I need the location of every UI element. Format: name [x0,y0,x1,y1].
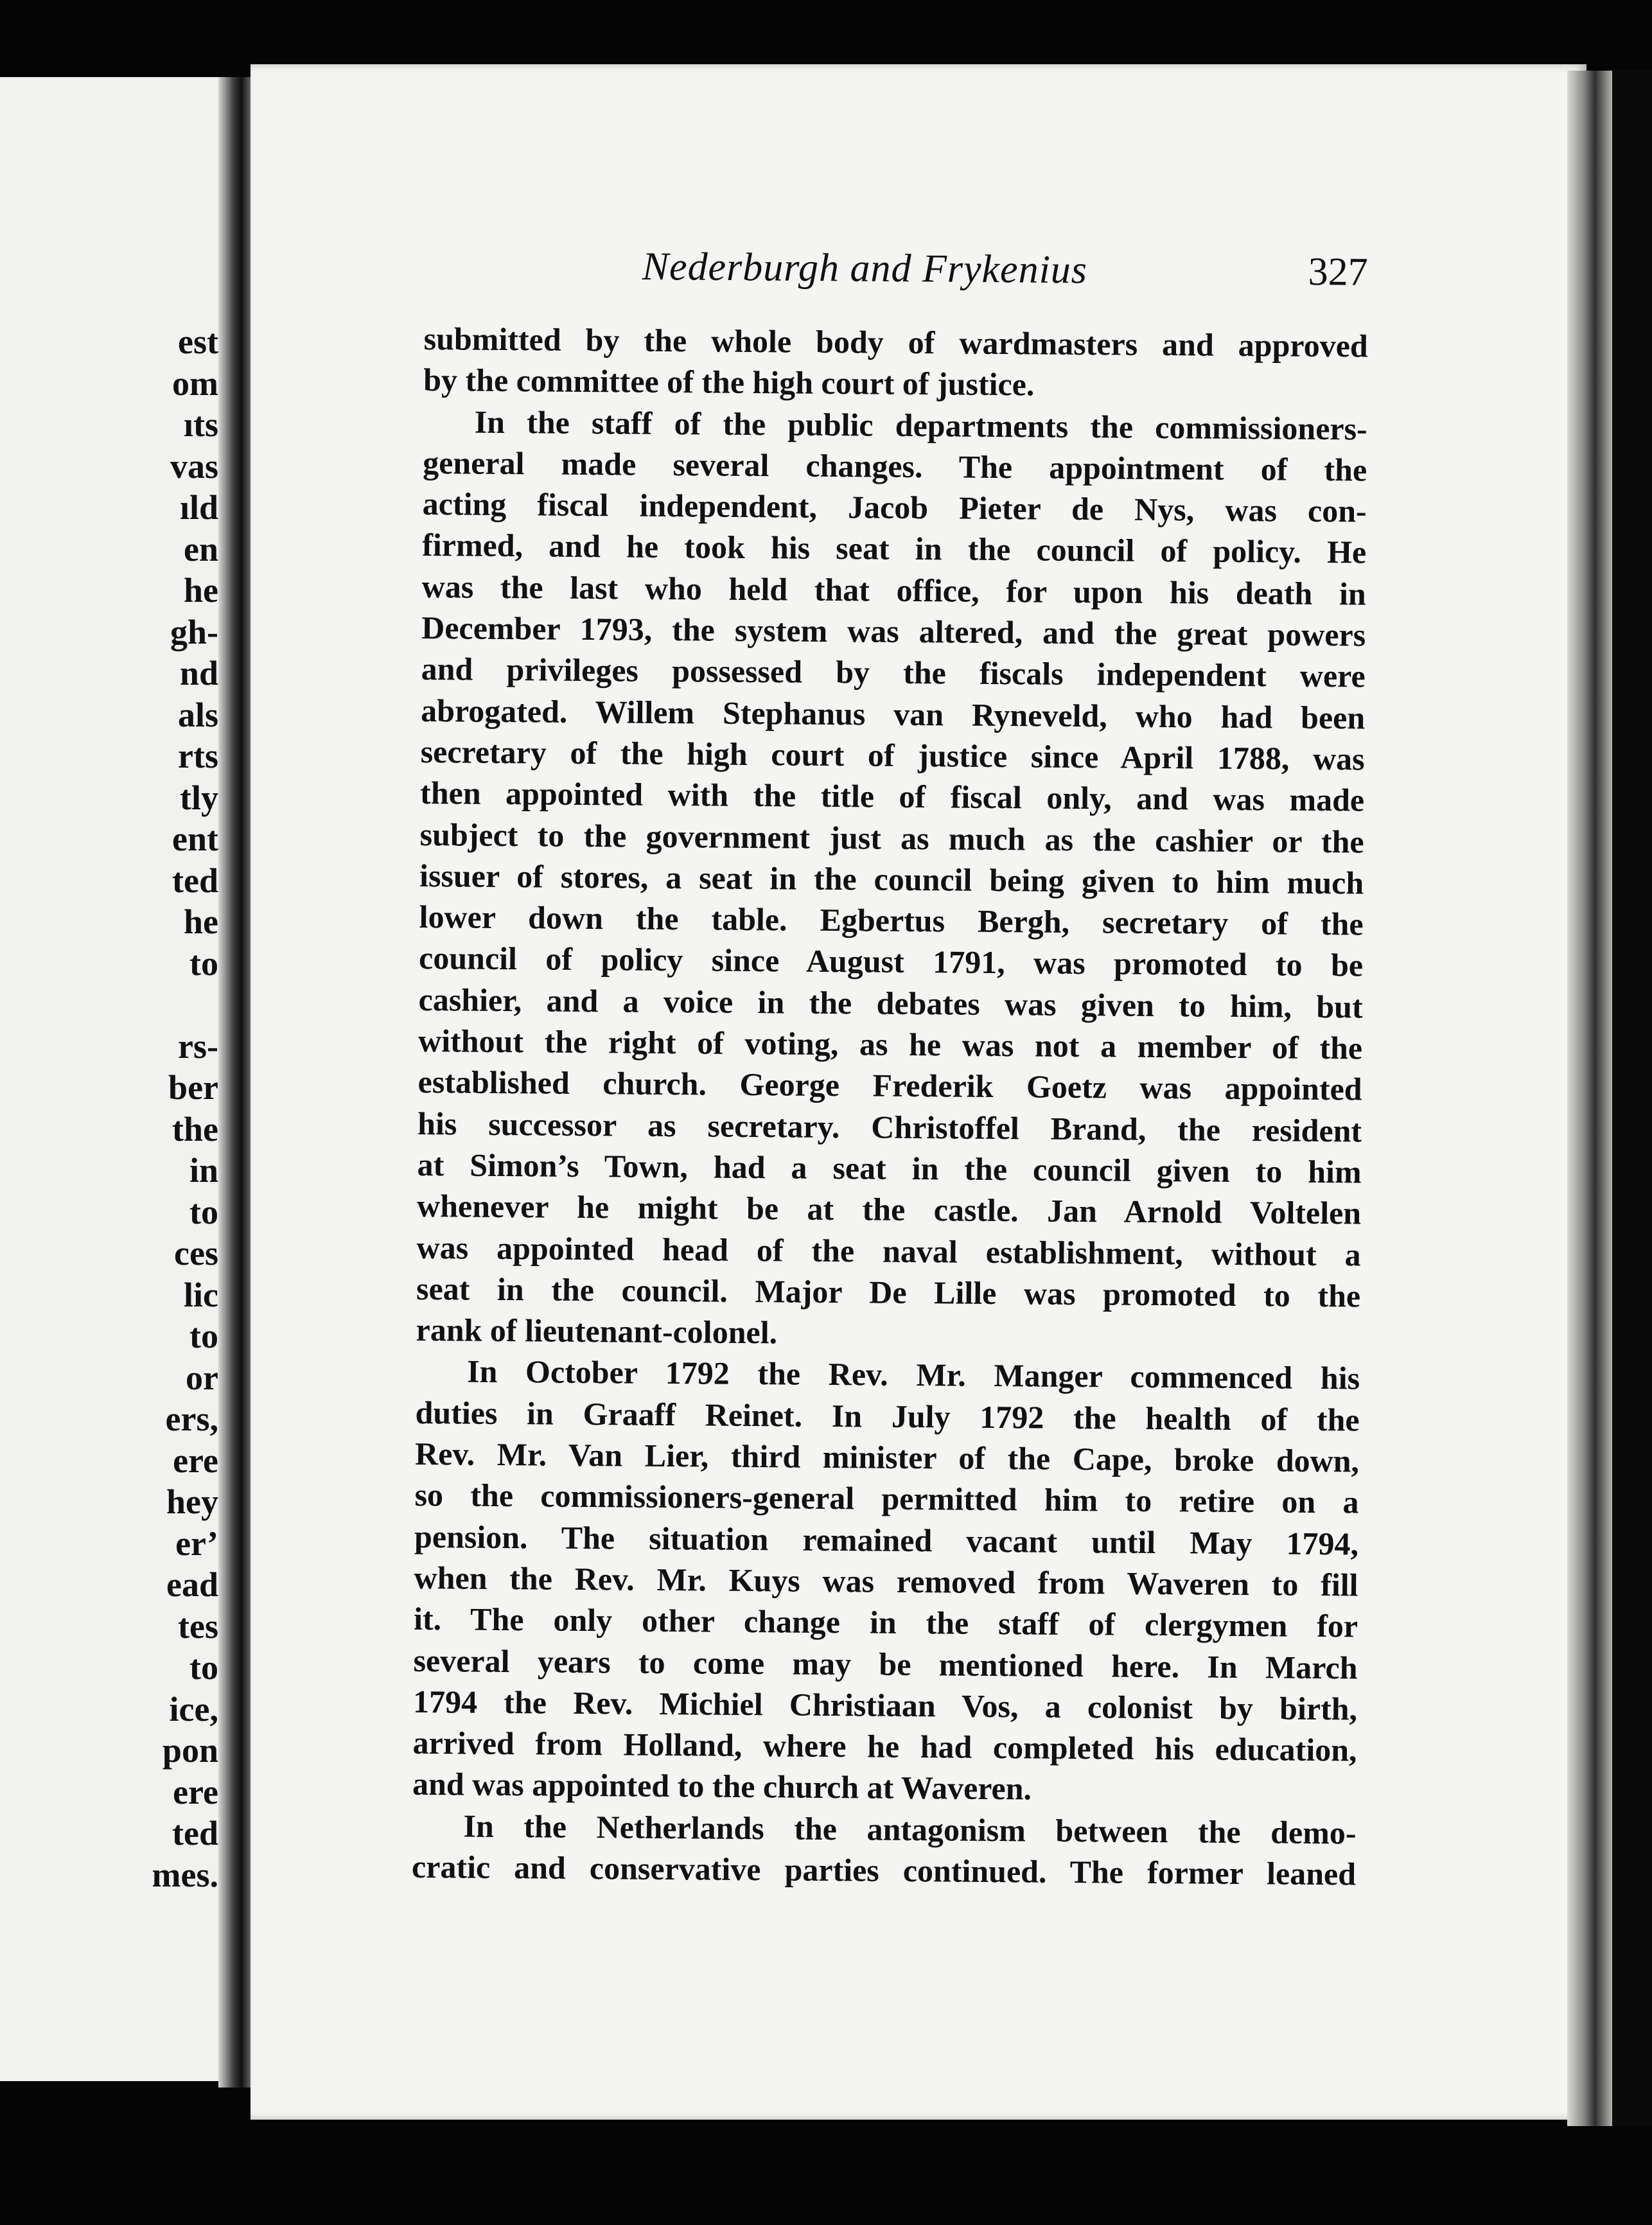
text-line: In the staff of the public departments the commissioners- [474,403,1367,447]
text-line: secretary of the high court of justice since April 1788, was [420,733,1365,777]
running-head-title: Nederburgh and Frykenius [642,244,1088,292]
left-page [0,77,231,2081]
scan-background-edge [1612,71,1652,2126]
text-line: whenever he might be at the castle. Jan Arnold Voltelen [416,1188,1362,1231]
left-page-fragment: hey [166,1482,218,1521]
text-line: his successor as secretary. Christoffel Brand, the resident [417,1105,1362,1149]
text-line: pension. The situation remained vacant until May 1794, [414,1518,1359,1562]
text-line: abrogated. Willem Stephanus van Ryneveld, who had been [420,692,1366,736]
paragraph [416,401,1367,1358]
left-page-fragment: er’ [175,1524,218,1563]
text-line: 1794 the Rev. Michiel Christiaan Vos, a colonist by birth, [412,1683,1358,1727]
left-page-fragment: gh- [170,612,218,651]
left-page-fragment: the [172,1109,218,1148]
page-number: 327 [1308,250,1368,294]
text-line: without the right of voting, as he was not a member of the [417,1023,1363,1066]
left-page-fragment: he [184,571,218,610]
text-line: so the commissioners-general permitted him to retire on a [414,1477,1359,1520]
text-line: was the last who held that office, for upon his death in [421,568,1366,612]
left-page-fragment: ers, [165,1400,218,1438]
left-page-fragment: pon [162,1731,218,1770]
text-line: by the committee of the high court of justice. [423,362,1035,403]
left-page-fragment: als [177,695,218,734]
left-page-fragment: or [186,1358,218,1397]
text-line: In October 1792 the Rev. Mr. Manger commenced his [466,1353,1360,1396]
text-line: firmed, and he took his seat in the council of policy. He [422,527,1367,571]
left-page-fragment: rts [178,737,218,775]
left-page-fragment: ere [173,1441,218,1480]
text-line: issuer of stores, a seat in the council being given to him much [419,857,1364,901]
left-page-fragment: ıts [184,405,218,444]
left-page-fragment: ere [173,1772,218,1811]
left-page-fragment: est [178,322,218,361]
left-page-fragment: om [172,364,218,403]
text-line: it. The only other change in the staff of clergymen for [413,1601,1358,1644]
text-line: acting fiscal independent, Jacob Pieter de Nys, was con- [422,486,1367,529]
left-page-fragment: he [184,902,218,941]
text-line: cratic and conservative parties continued. The former leaned [411,1848,1357,1892]
text-line: seat in the council. Major De Lille was promoted to the [416,1270,1361,1314]
left-page-fragment: ted [172,861,218,900]
left-page-fragment: nd [179,654,218,692]
text-line: December 1793, the system was altered, and the great powers [421,610,1366,653]
text-line: arrived from Holland, where he had completed his education, [412,1725,1357,1768]
text-line: duties in Graaff Reinet. In July 1792 the health of the [415,1394,1360,1438]
left-page-fragment: ces [174,1234,218,1272]
left-page-fragment: to [189,944,218,983]
left-page-fragment: ead [166,1565,218,1604]
text-line: when the Rev. Mr. Kuys was removed from Waveren to fill [414,1559,1358,1603]
left-page-fragment: rs- [178,1026,218,1066]
text-line: then appointed with the title of fiscal only, and was made [419,775,1365,818]
paragraph [423,318,1368,408]
left-page-fragment: ted [172,1814,218,1852]
text-line: and privileges possessed by the fiscals independent were [421,651,1366,694]
running-head [642,244,1368,301]
left-page-fragment: tes [178,1606,218,1646]
text-line: cashier, and a voice in the debates was given to him, but [418,981,1363,1025]
left-page-fragment: lic [184,1275,218,1314]
text-line: Rev. Mr. Van Lier, third minister of the Cape, broke down, [414,1435,1360,1479]
text-line: council of policy since August 1791, was promoted to be [418,940,1364,983]
left-page-fragment: ıld [179,488,218,527]
left-page-fragment: en [184,529,218,568]
left-page-fragment: to [189,1317,218,1355]
left-page-fragment: mes. [152,1855,218,1894]
left-page-fragment: ber [168,1068,218,1107]
text-line: several years to come may be mentioned here. In March [413,1642,1358,1685]
text-line: lower down the table. Egbertus Bergh, secretary of the [419,899,1364,942]
text-line: subject to the government just as much as the cashier or the [419,816,1364,860]
left-page-fragment: ice, [169,1689,218,1728]
left-page-fragment: ent [172,820,218,858]
text-line: and was appointed to the church at Waveren. [412,1766,1032,1807]
left-page-fragment: tly [180,778,218,817]
text-line: rank of lieutenant-colonel. [416,1312,778,1351]
text-line: established church. George Frederik Goetz was appointed [417,1064,1362,1107]
paragraph [412,1350,1360,1812]
text-line: at Simon’s Town, had a seat in the council given to him [417,1146,1362,1190]
left-page-fragment: vas [170,446,218,486]
left-page-fragment: to [189,1192,218,1231]
left-page-fragment: in [189,1151,218,1190]
paragraph [412,1805,1357,1895]
text-line: submitted by the whole body of wardmasters and approved [423,320,1368,364]
text-line: was appointed head of the naval establishment, without a [416,1229,1361,1273]
page-edge [1567,71,1613,2126]
text-line: general made several changes. The appointment of the [423,444,1367,488]
text-line: In the Netherlands the antagonism between the demo- [463,1807,1357,1851]
left-page-fragment: to [189,1648,218,1687]
body-text [412,318,1368,1895]
